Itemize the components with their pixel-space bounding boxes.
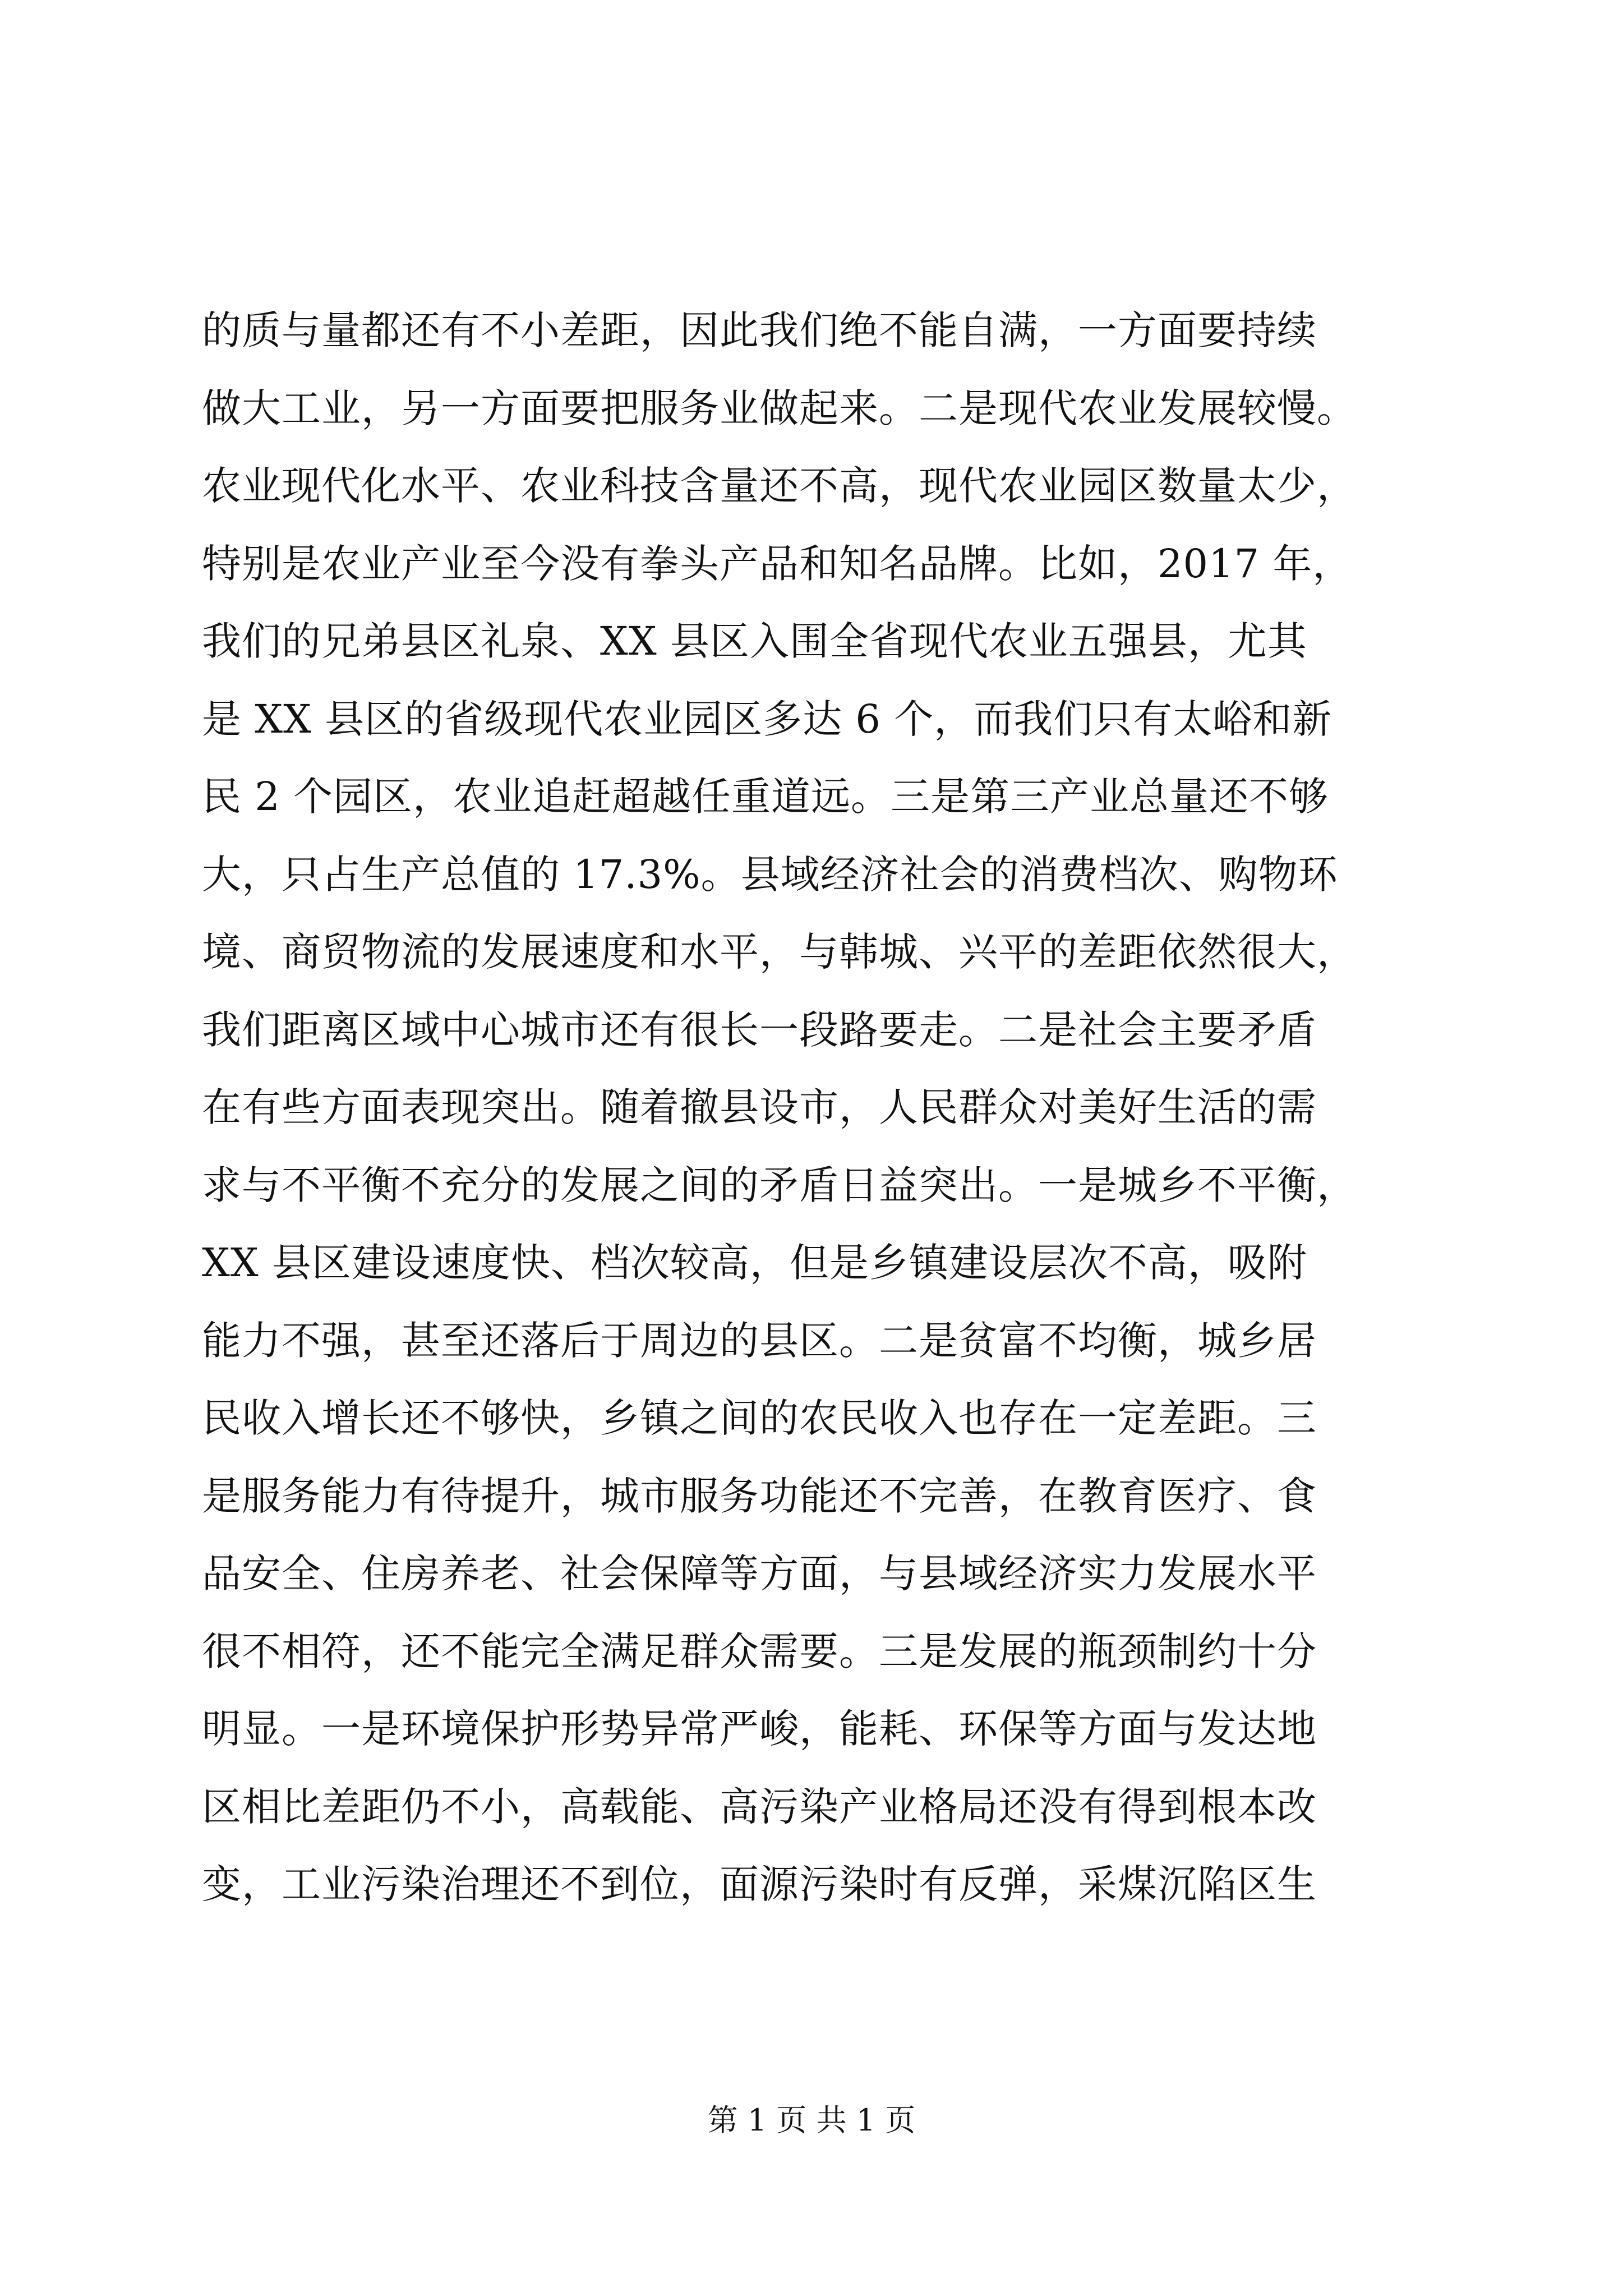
- text-line: 我们距离区域中心城市还有很长一段路要走。二是社会主要矛盾: [202, 1006, 1317, 1053]
- text-line: 明显。一是环境保护形势异常严峻，能耗、环保等方面与发达地: [202, 1706, 1317, 1752]
- text-line: 品安全、住房养老、社会保障等方面，与县域经济实力发展水平: [202, 1550, 1317, 1596]
- page-footer: 第 1 页 共 1 页: [707, 2102, 916, 2138]
- text-line: 民 2 个园区，农业追赶超越任重道远。三是第三产业总量还不够: [202, 774, 1329, 820]
- text-line: 区相比差距仍不小，高载能、高污染产业格局还没有得到根本改: [202, 1783, 1317, 1830]
- text-line: 很不相符，还不能完全满足群众需要。三是发展的瓶颈制约十分: [202, 1628, 1317, 1674]
- text-line: 特别是农业产业至今没有拳头产品和知名品牌。比如，2017 年，: [202, 540, 1353, 587]
- text-line: 做大工业，另一方面要把服务业做起来。二是现代农业发展较慢。: [202, 385, 1357, 431]
- body-text: [202, 292, 1424, 1924]
- text-line: 大，只占生产总值的 17.3%。县域经济社会的消费档次、购物环: [202, 851, 1338, 898]
- text-line: 境、商贸物流的发展速度和水平，与韩城、兴平的差距依然很大，: [202, 929, 1357, 975]
- text-line: 求与不平衡不充分的发展之间的矛盾日益突出。一是城乡不平衡，: [202, 1162, 1357, 1208]
- text-line: XX 县区建设速度快、档次较高，但是乡镇建设层次不高，吸附: [202, 1240, 1307, 1286]
- text-line: 农业现代化水平、农业科技含量还不高，现代农业园区数量太少，: [202, 463, 1357, 509]
- text-line: 在有些方面表现突出。随着撤县设市，人民群众对美好生活的需: [202, 1084, 1317, 1130]
- text-line: 变，工业污染治理还不到位，面源污染时有反弹，采煤沉陷区生: [202, 1861, 1317, 1907]
- text-line: 我们的兄弟县区礼泉、XX 县区入围全省现代农业五强县，尤其: [202, 618, 1307, 664]
- text-line: 是服务能力有待提升，城市服务功能还不完善，在教育医疗、食: [202, 1473, 1317, 1519]
- text-line: 能力不强，甚至还落后于周边的县区。二是贫富不均衡，城乡居: [202, 1317, 1317, 1364]
- text-line: 民收入增长还不够快，乡镇之间的农民收入也存在一定差距。三: [202, 1395, 1317, 1441]
- text-line: 的质与量都还有不小差距，因此我们绝不能自满，一方面要持续: [202, 307, 1317, 353]
- text-line: 是 XX 县区的省级现代农业园区多达 6 个，而我们只有太峪和新: [202, 696, 1332, 742]
